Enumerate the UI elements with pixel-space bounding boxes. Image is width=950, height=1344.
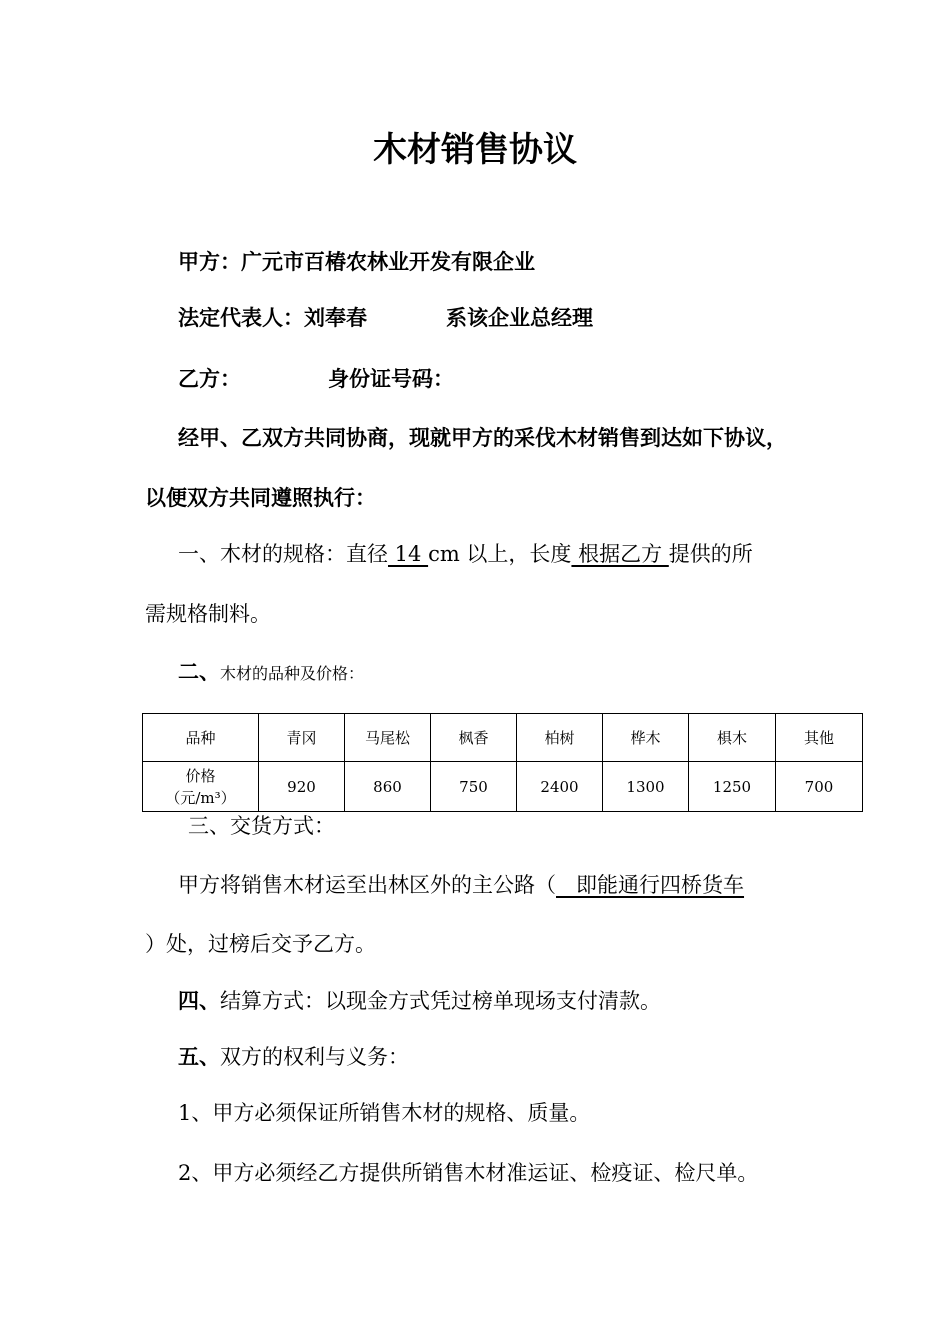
obligation-item-1: 1、甲方必须保证所销售木材的规格、质量。 <box>178 1101 591 1125</box>
species-cell: 柏树 <box>517 714 603 762</box>
id-number-label: 身份证号码： <box>328 366 454 391</box>
diameter-unit-text: cm 以上，长度 <box>428 542 572 566</box>
obligation-item-2: 2、甲方必须经乙方提供所销售木材准运证、检疫证、检尺单。 <box>178 1161 759 1185</box>
legal-representative: 法定代表人：刘奉春 <box>178 305 367 330</box>
species-cell: 桦木 <box>603 714 689 762</box>
price-table <box>142 713 863 812</box>
intro-line-1: 经甲、乙双方共同协商，现就甲方的采伐木材销售到达如下协议， <box>178 425 787 450</box>
price-cell: 1300 <box>603 762 689 812</box>
party-a-line: 甲方：广元市百椿农林业开发有限企业 <box>178 249 535 274</box>
section-1-line-2: 需规格制料。 <box>145 602 271 626</box>
diameter-value: 14 <box>388 542 429 566</box>
representative-role: 系该企业总经理 <box>446 305 593 330</box>
section-3-line-1 <box>178 871 744 899</box>
section-4-number: 四、 <box>178 988 220 1013</box>
section-2-heading <box>178 658 364 688</box>
section-3-heading: 三、交货方式： <box>188 814 335 838</box>
section-1-line-1 <box>178 540 753 568</box>
species-header-cell: 品种 <box>143 714 259 762</box>
species-cell: 枫香 <box>431 714 517 762</box>
price-cell: 750 <box>431 762 517 812</box>
document-title: 木材销售协议 <box>373 130 577 170</box>
section-5-text: 双方的权利与义务： <box>220 1045 409 1069</box>
delivery-road-fill: 即能通行四桥货车 <box>556 873 745 897</box>
delivery-text: 甲方将销售木材运至出林区外的主公路（ <box>178 873 556 897</box>
table-row <box>143 714 863 762</box>
length-value: 根据乙方 <box>571 542 669 566</box>
section-5-line <box>178 1043 409 1071</box>
species-cell: 青冈 <box>259 714 345 762</box>
species-cell: 其他 <box>776 714 863 762</box>
price-cell: 1250 <box>689 762 776 812</box>
section-2-number: 二、 <box>178 659 220 684</box>
party-b-label: 乙方： <box>178 366 241 391</box>
section-4-line <box>178 987 661 1015</box>
table-row <box>143 762 863 812</box>
intro-line-2: 以便双方共同遵照执行： <box>145 485 376 510</box>
species-cell: 椇木 <box>689 714 776 762</box>
price-header-text: 价格（元/m³） <box>165 766 236 807</box>
section-1-suffix: 提供的所 <box>668 542 753 566</box>
species-cell: 马尾松 <box>345 714 431 762</box>
price-cell: 2400 <box>517 762 603 812</box>
section-4-text: 结算方式：以现金方式凭过榜单现场支付清款。 <box>220 989 661 1013</box>
section-3-line-2: ）处，过榜后交予乙方。 <box>145 932 376 956</box>
price-header-cell <box>143 762 259 812</box>
price-cell: 920 <box>259 762 345 812</box>
price-cell: 700 <box>776 762 863 812</box>
section-1-prefix: 一、木材的规格：直径 <box>178 542 388 566</box>
price-cell: 860 <box>345 762 431 812</box>
section-5-number: 五、 <box>178 1044 220 1069</box>
section-2-label: 木材的品种及价格： <box>220 664 365 683</box>
